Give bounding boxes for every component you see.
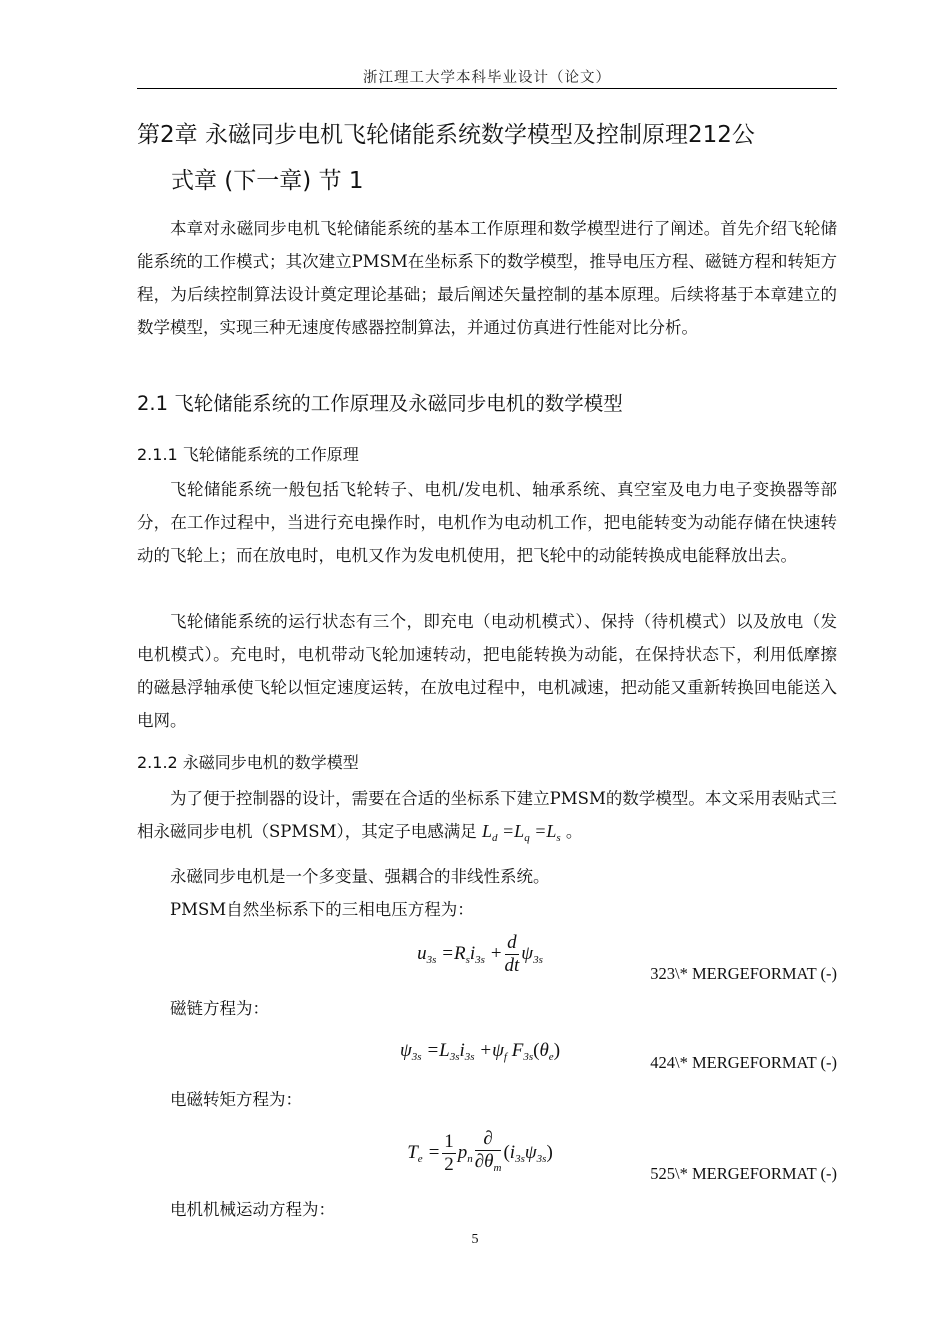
flux-equation: $\psi_{3s} =L_{3s}i_{3s} +\psi_f$ $F_{3s}(\theta_e)$ — [399, 1040, 561, 1063]
inductance-condition: $L_d =L_q =L_s$ — [482, 821, 561, 844]
page-number: 5 — [471, 1232, 479, 1247]
torque-equation: $T_e$ = $\frac{1}{2}$ $p_n$ $\frac{\partial}{\partial\theta_m}$ $(i_{3s}\psi_{3s})$ — [407, 1128, 553, 1175]
paragraph-voltage-intro: PMSM自然坐标系下的三相电压方程为： — [170, 900, 474, 919]
paragraph-spmsm-end: 。 — [565, 822, 583, 841]
section-heading-2-1-1: 2.1.1 飞轮储能系统的工作原理 — [137, 445, 359, 464]
flux-label: 磁链方程为： — [170, 999, 269, 1018]
section-heading-2-1-2: 2.1.2 永磁同步电机的数学模型 — [137, 753, 359, 772]
paragraph-spmsm-text: 为了便于控制器的设计，需要在合适的坐标系下建立PMSM的数学模型。本文采用表贴式三相永磁同步电机（SPMSM），其定子电感满足 — [137, 789, 837, 841]
chapter-title-line2: 式章 (下一章) 节 1 — [171, 168, 364, 194]
section-heading-2-1: 2.1 飞轮储能系统的工作原理及永磁同步电机的数学模型 — [137, 392, 623, 415]
paragraph-operating-states: 飞轮储能系统的运行状态有三个，即充电（电动机模式）、保持（待机模式）以及放电（发电机模式）。充电时，电机带动飞轮加速转动，把电能转换为动能，在保持状态下，利用低摩擦的磁悬浮轴承使飞轮以恒定速度运转，在放电过程中，电机减速，把动能又重新转换回电能送入电网。 — [137, 612, 837, 730]
paragraph-nonlinear: 永磁同步电机是一个多变量、强耦合的非线性系统。 — [170, 867, 550, 886]
running-header: 浙江理工大学本科毕业设计（论文） — [363, 70, 611, 86]
paragraph-working-principle: 飞轮储能系统一般包括飞轮转子、电机/发电机、轴承系统、真空室及电力电子变换器等部分，在工作过程中，当进行充电操作时，电机作为电动机工作，把电能转变为动能存储在快速转动的飞轮上；而在放电时，电机又作为发电机使用，把飞轮中的动能转换成电能释放出去。 — [137, 480, 837, 565]
equation-number-3: 525\* MERGEFORMAT (-) — [650, 1164, 837, 1183]
paragraph-spmsm — [137, 782, 837, 855]
equation-number-2: 424\* MERGEFORMAT (-) — [650, 1053, 837, 1072]
voltage-equation: $u_{3s} =R_si_{3s}$ + $\frac{d}{dt}$ $\psi_{3s}$ — [417, 932, 543, 976]
torque-label: 电磁转矩方程为： — [170, 1090, 302, 1109]
header-rule — [137, 88, 837, 89]
equation-number-1: 323\* MERGEFORMAT (-) — [650, 964, 837, 983]
chapter-title — [137, 112, 837, 204]
motion-label: 电机机械运动方程为： — [170, 1200, 335, 1219]
intro-paragraph: 本章对永磁同步电机飞轮储能系统的基本工作原理和数学模型进行了阐述。首先介绍飞轮储能系统的工作模式；其次建立PMSM在坐标系下的数学模型，推导电压方程、磁链方程和转矩方程，为后续控制算法设计奠定理论基础；最后阐述矢量控制的基本原理。后续将基于本章建立的数学模型，实现三种无速度传感器控制算法，并通过仿真进行性能对比分析。 — [137, 219, 837, 337]
chapter-title-line1: 第2章 永磁同步电机飞轮储能系统数学模型及控制原理212公 — [137, 122, 755, 148]
